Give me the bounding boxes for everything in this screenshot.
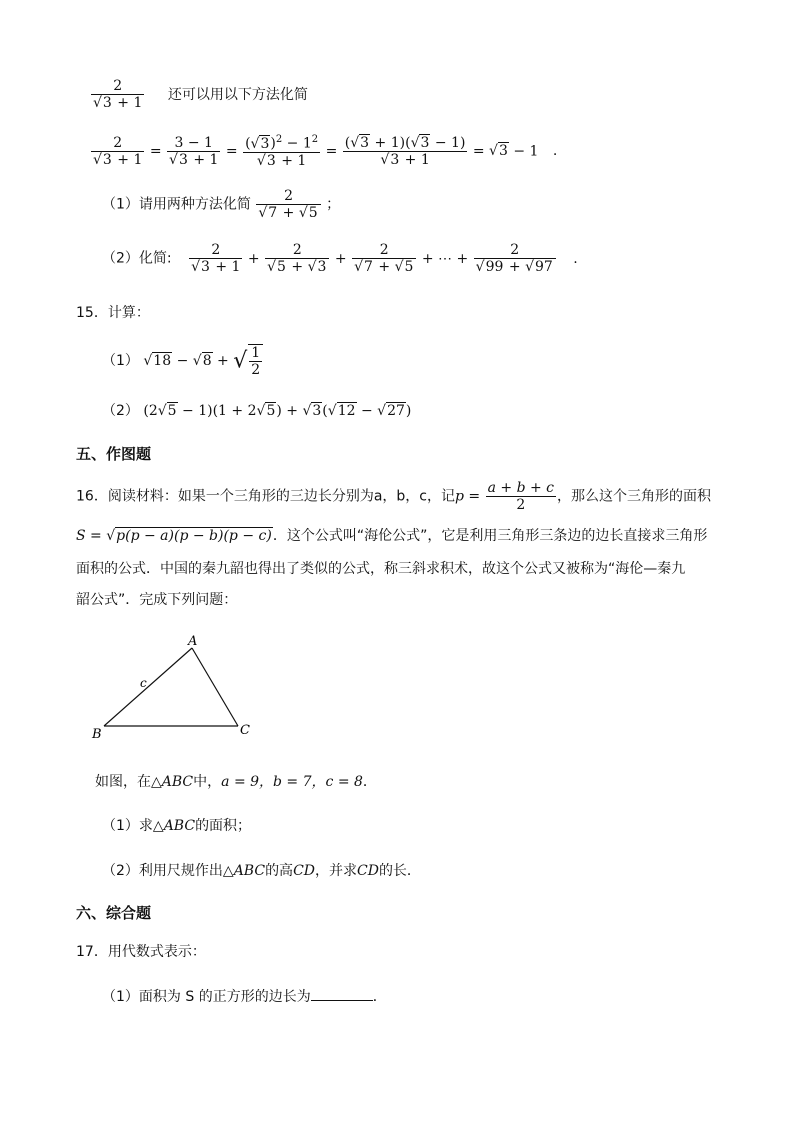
answer-blank[interactable] [311, 986, 373, 1001]
intro-fraction: $\frac{2}{√3 + 1}$ [93, 78, 143, 112]
triangle-figure [88, 630, 268, 750]
intro-line [90, 78, 308, 111]
simplification-chain: $\frac{2}{√3 + 1}$ = $\frac{3 - 1}{√3 + 1}$ = $\frac{(√3)^2 - 1^2}{√3 + 1}$ = $\frac{(√3 + 1)(√3 - 1)}{√3 + 1}$ = √3 − 1 . [93, 134, 558, 169]
q17-part1: （1）面积为 S 的正方形的边长为 ． [102, 986, 387, 1006]
intro-text: 还可以用以下方法化简 [167, 86, 308, 103]
section6-title: 六、综合题 [76, 904, 152, 922]
q16-line4: 韶公式”．完成下列问题： [76, 592, 238, 608]
q15-title: 15．计算： [76, 305, 150, 321]
q16-given: 如图，在△ABC中，a = 9，b = 7，c = 8． [95, 774, 377, 790]
sqrt: √3 [93, 95, 112, 112]
vertex-a-label: A [188, 634, 198, 649]
q16-part2: （2）利用尺规作出△ABC的高CD，并求CD的长． [102, 863, 421, 879]
side-c-label: c [140, 676, 147, 690]
section5-title: 五、作图题 [76, 445, 152, 463]
q15-part2: （2） (2√5 − 1)(1 + 2√5) + √3(√12 − √27) [102, 403, 412, 419]
q17-title: 17．用代数式表示： [76, 944, 206, 960]
q14-part1: （1）请用两种方法化简 $\frac{2}{√7 + √5}$ ； [102, 188, 341, 222]
vertex-c-label: C [240, 723, 250, 738]
q16-line3: 面积的公式．中国的秦九韶也得出了类似的公式，称三斜求积术，故这个公式又被称为“海伦—秦九 [76, 561, 686, 577]
q14-part1-fraction: $\frac{2}{√7 + √5}$ [256, 188, 320, 221]
q14-part2: （2）化简: $\frac{2}{√3 + 1}$ + $\frac{2}{√5 + √3}$ + $\frac{2}{√7 + √5}$ + ⋯ + $\frac{2}{√99 + √97}$ . [102, 242, 578, 276]
q15-part1: （1） √18 − √8 + √ $\frac{1}{2}$ [102, 344, 264, 378]
q16-part1: （1）求△ABC的面积； [102, 818, 252, 834]
vertex-b-label: B [92, 727, 102, 742]
fraction-numerator: 2 [113, 78, 123, 94]
q16-line1: 16．阅读材料：如果一个三角形的三边长分别为a，b，c，记p = $\frac{a + b + c}{2}$ ，那么这个三角形的面积 [76, 480, 712, 514]
q16-line2: S = √p(p − a)(p − b)(p − c)．这个公式叫“海伦公式”，它是利用三角形三条边的边长直接求三角形 [76, 528, 708, 544]
